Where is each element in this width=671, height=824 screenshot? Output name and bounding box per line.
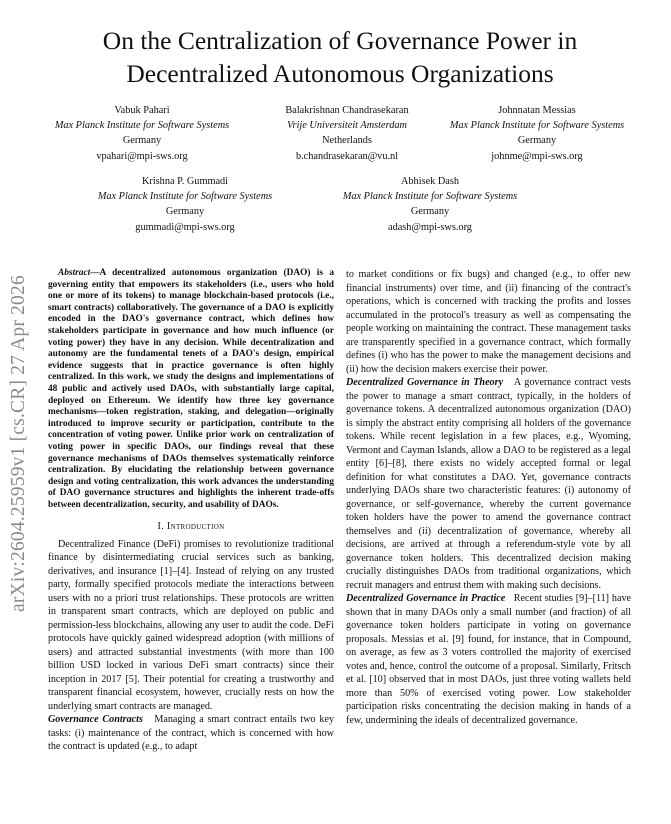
paragraph-heading: Governance Contracts <box>48 714 143 726</box>
author-email[interactable]: adash@mpi-sws.org <box>388 221 472 233</box>
author-affiliation: Max Planck Institute for Software Systems <box>342 191 518 203</box>
author-name: Krishna P. Gummadi <box>141 176 229 187</box>
author-country: Germany <box>517 135 557 147</box>
author-affiliation: Max Planck Institute for Software Systems <box>449 120 625 132</box>
author-block <box>330 174 530 235</box>
abstract-lead: Abstract <box>58 268 91 278</box>
right-column <box>346 268 631 727</box>
author-block <box>432 103 642 164</box>
author-country: Germany <box>122 135 162 147</box>
author-country: Germany <box>165 206 205 218</box>
abstract-body: —A decentralized autonomous organization (DAO) is a governing entity that empowers its stakeholders (i.e., users who hold one or more of its tokens) to manage blockchain-based protocols (i.e., smart contracts) collaboratively. The governance of a DAO is explicitly encoded in the DAO's governance contract, which defines how stakeholders participate in governance and how much influence (or voting power) they have in any decision. While decentralization and autonomy are the fundamental tenets of a DAO's design, empirical evidence suggests that in practice governance is often highly centralized. In this work, we study the designs and implementations of 48 public and actively used DAOs, with substantially large capital, deployed on Ethereum. We identify how three key governance mechanisms—token registration, staking, and delegation—originally introduced to improve security or participation, contribute to the concentration of voting power. Unlike prior work on centralization of voting power in specific DAOs, our findings reveal that these governance mechanisms of DAOs themselves systematically reinforce centralization. By elucidating the relationship between governance design and voting centralization, this work advances the understanding of DAO governance structures and highlights the inherent trade-offs between decentralization, security, and usability of DAOs. <box>48 268 334 510</box>
intro-paragraph: Decentralized Finance (DeFi) promises to revolutionize traditional finance by disintermediating crucial services such as banking, derivatives, and insurance [1]–[4]. Instead of relying on any trusted party, formally specified protocols mediate the interactions between users with no a priori trust relationships. These protocols are written in transparent smart contracts, which are deployed on public and permission-less blockchains, allowing any user to audit the code. DeFi protocols have quickly gained widespread adoption (with millions of users) and attracted substantial investments (with more than 100 billion USD locked in various DeFi smart contracts) since their inception in 2017 [5]. Their potential for creating a trustworthy and transparent financial ecosystem, however, crucially rests on how the underlying smart contracts are managed. <box>48 538 334 712</box>
author-affiliation: Vrije Universiteit Amsterdam <box>287 120 407 132</box>
author-country: Germany <box>410 206 450 218</box>
paper-title <box>40 24 640 90</box>
paragraph-continued: to market conditions or fix bugs) and changed (e.g., to offer new financial instruments) over time, and (ii) financing of the contract's operations, which is concerned with tracking the profits and losses accumulated in the protocol's treasury as well as compensating the people working on maintaining the contract. These management tasks are transparently specified in a governance contract, which formally defines (i) who has the power to make the management decisions and (ii) how the decision makers exercise their power. <box>346 269 631 375</box>
author-affiliation: Max Planck Institute for Software Systems <box>54 120 230 132</box>
paragraph-text: Managing a smart contract entails two key tasks: (i) maintenance of the contract, which is concerned with how the contract is updated (e.g., to adapt <box>48 714 335 753</box>
author-country: Netherlands <box>322 135 372 147</box>
author-block <box>85 174 285 235</box>
author-email[interactable]: johnme@mpi-sws.org <box>491 150 583 162</box>
title-line-1: On the Centralization of Governance Power in <box>102 26 578 55</box>
abstract <box>48 268 334 511</box>
author-email[interactable]: gummadi@mpi-sws.org <box>135 221 235 233</box>
author-email[interactable]: b.chandrasekaran@vu.nl <box>295 150 399 162</box>
paragraph-heading: Decentralized Governance in Practice <box>346 593 506 604</box>
paragraph-text: A governance contract vests the power to manage a smart contract, typically, in the holders of governance tokens. A decentralized autonomous organization (DAO) is simply the abstract entity comprising all holders of the governance tokens. While recent legislation in a few places, e.g., Wyoming, Vermont and Cayman Islands, allow a DAO to be registered as a legal entity [6]–[8], there exists no widely accepted formal or legal definition for what constitutes a DAO. Yet, governance contracts underlying DAOs share two characteristic features: (i) autonomy of governance, or self-governance, whereby the current governance token holders have the power to amend the governance contract themselves and (ii) decentralization of governance, whereby all decisions, are arrived at through a referendum-style vote by all governance token holders. This decentralized decision making crucially distinguishes DAOs from traditional organizations, which recruit managers and entrust them with making such decisions. <box>346 377 631 591</box>
author-affiliation: Max Planck Institute for Software Systems <box>97 191 273 203</box>
author-block <box>42 103 242 164</box>
author-name: Vabuk Pahari <box>114 105 170 116</box>
arxiv-identifier: arXiv:2604.25959v1 [cs.CR] 27 Apr 2026 <box>8 275 29 612</box>
author-block <box>252 103 442 164</box>
left-column <box>48 268 334 754</box>
paragraph-text: Recent studies [9]–[11] have shown that in many DAOs only a small number (and fraction) of all governance token holders participate in voting on governance proposals. Messias et al. [9] found, for instance, that in Compound, on average, as few as 3 voters controlled the majority of exercised votes and, hence, control the outcome of a proposal. Similarly, Fritsch et al. [10] observed that in most DAOs, just three voting wallets held more than 50% of exercised voting power. Low stakeholder participation risks concentrating the decision making in hands of a few, undermining the ideals of decentralized governance. <box>346 593 632 726</box>
paragraph-heading: Decentralized Governance in Theory <box>346 377 504 388</box>
paragraph-practice <box>346 592 631 727</box>
author-email[interactable]: vpahari@mpi-sws.org <box>96 150 188 162</box>
author-name: Balakrishnan Chandrasekaran <box>285 105 409 116</box>
author-name: Abhisek Dash <box>400 176 460 187</box>
paragraph-theory <box>346 376 631 592</box>
section-heading-introduction: I. Introduction <box>157 521 225 533</box>
author-name: Johnnatan Messias <box>498 105 576 116</box>
paragraph-governance-contracts <box>48 713 334 754</box>
title-line-2: Decentralized Autonomous Organizations <box>126 59 554 88</box>
